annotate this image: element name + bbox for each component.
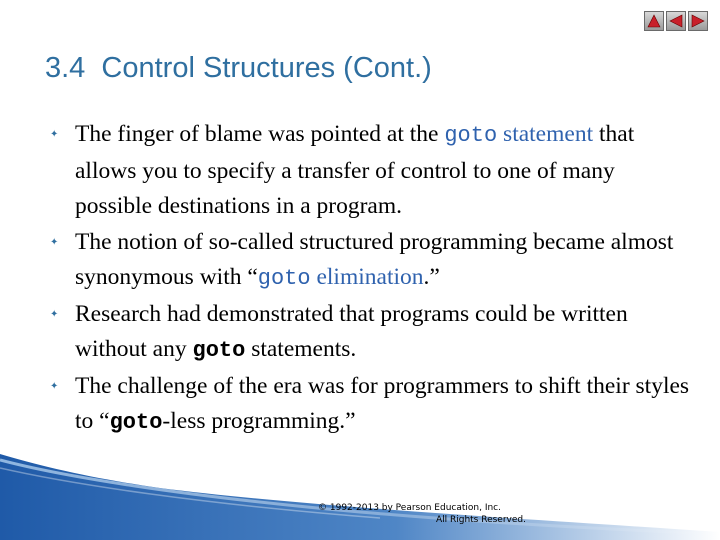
bullet-text: elimination [310,264,424,290]
home-button[interactable] [644,11,664,31]
bullet-text: goto [257,266,311,291]
footer-decoration [0,454,720,540]
bullet-text: goto [109,410,163,435]
next-slide-button[interactable] [688,11,708,31]
bullet-marker-icon: ✦ [50,380,59,392]
bullet-text: The notion of so-called structured programming became almost synonymous with “ [75,228,674,290]
bullet-text: goto [444,123,498,148]
slide-title: 3.4 Control Structures (Cont.) [45,52,432,84]
bullet-text: Research had demonstrated that programs could be written without any [75,300,628,362]
bullet-text: statement [497,121,594,147]
bullet-marker-icon: ✦ [50,308,59,320]
rights-line: All Rights Reserved. [435,515,526,525]
bullet-item [50,117,690,225]
bullet-text: statements. [245,336,357,362]
bullet-marker-icon: ✦ [50,236,59,248]
bullet-item [50,297,690,369]
bullet-text: .” [423,264,440,290]
bullet-item [50,225,690,297]
copyright-notice [318,502,526,526]
bullet-text: goto [192,338,246,363]
copyright-line: © 1992-2013 by Pearson Education, Inc. [318,503,501,513]
slide-navigation [642,11,708,31]
bullet-text: The challenge of the era was for programmers to shift their styles to “ [75,372,690,434]
home-icon [647,14,661,28]
next-slide-icon [691,14,705,28]
bullet-list [50,117,690,441]
previous-slide-button[interactable] [666,11,686,31]
previous-slide-icon [669,14,683,28]
bullet-text: -less programming.” [162,408,356,434]
bullet-text: The finger of blame was pointed at the [75,121,445,147]
bullet-item [50,369,690,441]
bullet-marker-icon: ✦ [50,129,59,140]
bullet-text: that allows you to specify a transfer of control to one of many possible destinations in a program. [75,121,635,219]
